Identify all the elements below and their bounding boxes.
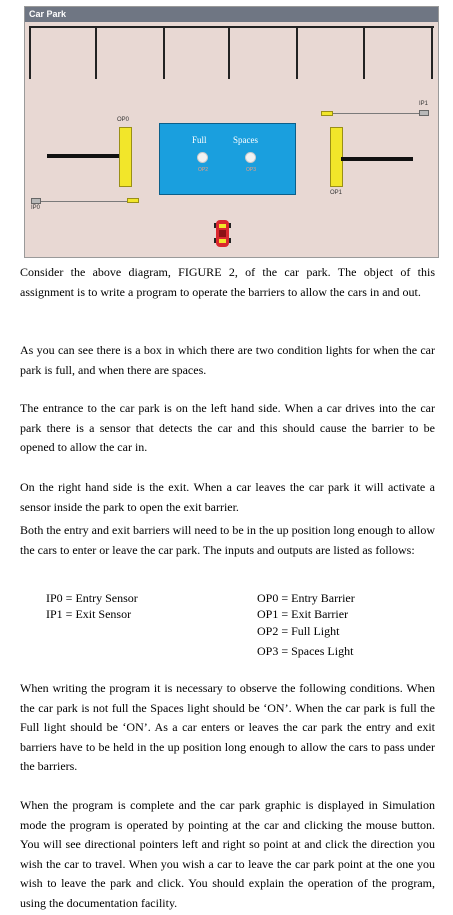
parking-bay-divider bbox=[363, 26, 365, 79]
op0-label: OP0 bbox=[117, 117, 130, 123]
paragraph-exit: On the right hand side is the exit. When a car leaves the car park it will activate a sensor inside the park to open the exit barrier. bbox=[20, 480, 435, 514]
paragraph-lights: As you can see there is a box in which there are two condition lights for when the car park is full, and when there are spaces. bbox=[20, 343, 435, 377]
outputs-list bbox=[257, 590, 355, 659]
parking-bay-divider bbox=[228, 26, 230, 79]
entry-barrier-op0 bbox=[119, 127, 132, 187]
output-item: OP1 = Exit Barrier bbox=[257, 607, 349, 621]
op1-label: OP1 bbox=[330, 190, 343, 196]
op2-label: OP2 bbox=[198, 167, 209, 173]
input-item: IP0 = Entry Sensor bbox=[46, 591, 138, 605]
parking-bay-divider bbox=[431, 26, 433, 79]
paragraph-entrance: The entrance to the car park is on the left hand side. When a car drives into the car park there is a sensor that detects the car and this should cause the barrier to be opened to allow the car in. bbox=[20, 401, 435, 454]
output-item: OP3 = Spaces Light bbox=[257, 644, 354, 658]
spaces-light-label: Spaces bbox=[233, 135, 258, 145]
full-light-op2 bbox=[197, 152, 208, 163]
entry-sensor-ip0[interactable] bbox=[31, 198, 41, 204]
spaces-light-op3 bbox=[245, 152, 256, 163]
op3-label: OP3 bbox=[246, 167, 257, 173]
inputs-list bbox=[46, 590, 138, 622]
parking-bay-divider bbox=[95, 26, 97, 79]
exit-sensor-wire bbox=[333, 113, 419, 114]
input-item: IP1 = Exit Sensor bbox=[46, 607, 132, 621]
ip0-label: IP0 bbox=[31, 205, 41, 211]
exit-sensor-ip1[interactable] bbox=[419, 110, 429, 116]
paragraph-conditions: When writing the program it is necessary to observe the following conditions. When the car park is not full the Spaces light should be ‘ON’. When the car park is full the Full light should be ‘ON’. As a car enters or leaves the car park the entry and exit barriers have to be held in the up position long enough to allow the cars to pass under the barriers. bbox=[20, 681, 435, 773]
parking-bay-divider bbox=[163, 26, 165, 79]
parking-bay-divider bbox=[29, 26, 31, 79]
parking-bay-divider bbox=[296, 26, 298, 79]
ip1-label: IP1 bbox=[419, 101, 429, 107]
exit-sensor-marker bbox=[321, 111, 333, 116]
entry-sensor-marker bbox=[127, 198, 139, 203]
car-park-window bbox=[24, 6, 439, 258]
full-light-label: Full bbox=[192, 135, 207, 145]
parking-bay-top-line bbox=[29, 26, 434, 28]
output-item: OP2 = Full Light bbox=[257, 624, 340, 638]
entry-sensor-wire bbox=[41, 201, 127, 202]
car-icon[interactable] bbox=[213, 219, 232, 248]
paragraph-simulation: When the program is complete and the car park graphic is displayed in Simulation mode the program is operated by pointing at the car and clicking the mouse button. You will see directional pointers left and right so point at and click the direction you wish the car to travel. When you wish a car to leave the car park point at the one you wish to leave the park and click. You should explain the operation of the program, using the documentation facility. bbox=[20, 798, 435, 910]
paragraph-intro: Consider the above diagram, FIGURE 2, of the car park. The object of this assignment is to write a program to operate the barriers to allow the cars in and out. bbox=[20, 265, 435, 299]
status-light-box bbox=[159, 123, 296, 195]
window-title: Car Park bbox=[25, 7, 438, 22]
exit-barrier-arm bbox=[341, 157, 413, 161]
paragraph-barriers: Both the entry and exit barriers will need to be in the up position long enough to allow the cars to enter or leave the car park. The inputs and outputs are listed as follows: bbox=[20, 523, 435, 557]
entry-barrier-arm bbox=[47, 154, 123, 158]
output-item: OP0 = Entry Barrier bbox=[257, 591, 355, 605]
